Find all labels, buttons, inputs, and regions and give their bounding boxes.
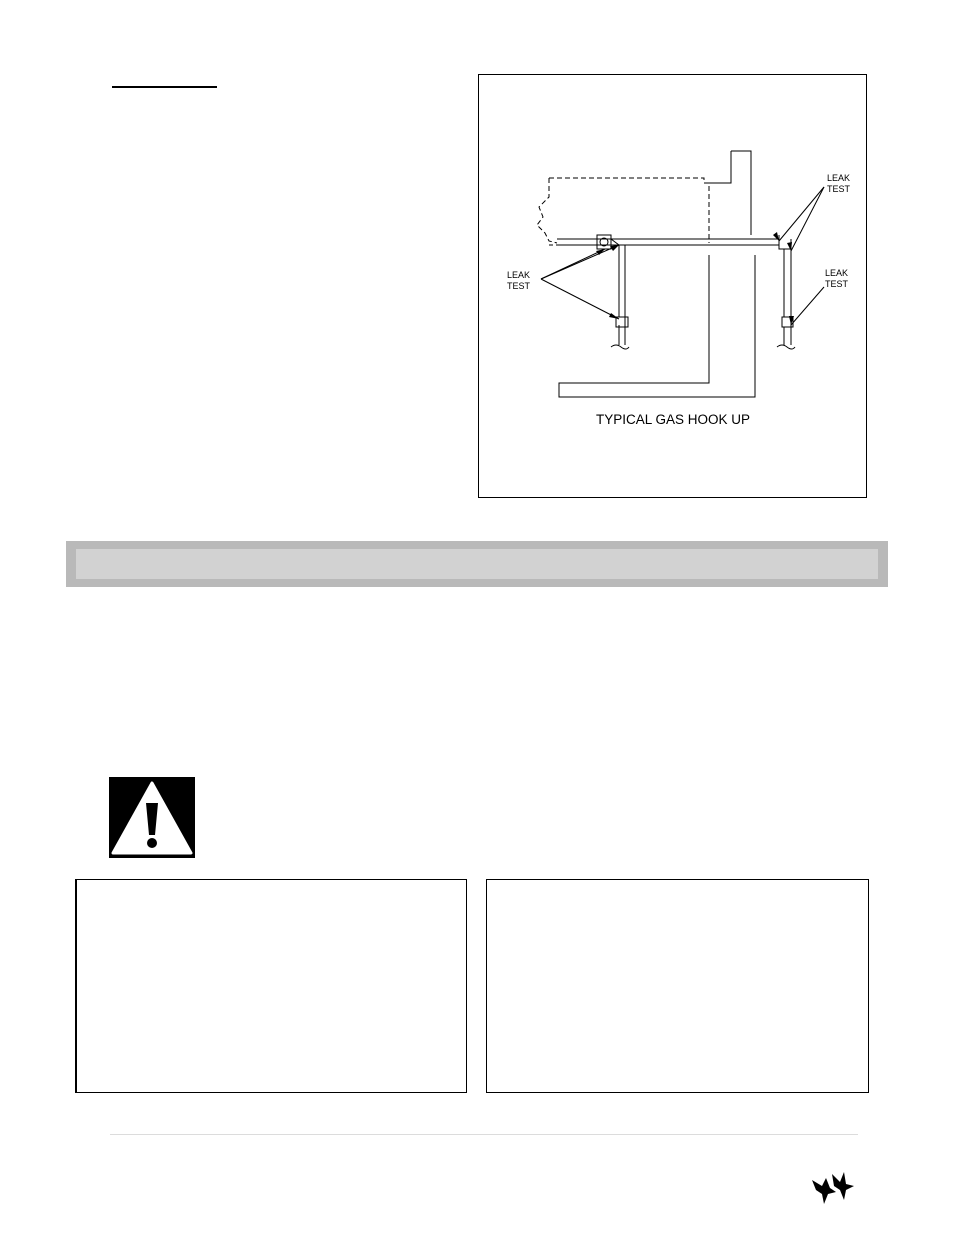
heading-underline bbox=[112, 86, 217, 88]
gas-hookup-diagram bbox=[479, 75, 868, 499]
figure-title: TYPICAL GAS HOOK UP bbox=[596, 412, 751, 427]
appliance-front bbox=[537, 178, 557, 243]
test-label-right: TEST bbox=[825, 279, 849, 289]
leader-right-c bbox=[791, 287, 824, 325]
leak-label-top-right: LEAK bbox=[827, 173, 851, 183]
test-label-top-right: TEST bbox=[827, 184, 851, 194]
section-header-bar bbox=[66, 541, 888, 587]
notice-box-right bbox=[486, 879, 869, 1093]
wall-left bbox=[709, 151, 731, 183]
leak-label-right: LEAK bbox=[825, 268, 849, 278]
wall-lower bbox=[559, 255, 755, 397]
notice-box-left bbox=[75, 879, 467, 1093]
leader-left-b bbox=[541, 249, 605, 279]
right-drop-pipe bbox=[784, 249, 791, 345]
gas-line bbox=[557, 239, 779, 245]
wall-upper bbox=[731, 151, 751, 235]
leak-label-left: LEAK bbox=[507, 270, 531, 280]
left-drop-pipe bbox=[619, 245, 625, 345]
leader-left-c bbox=[541, 279, 619, 319]
gas-hookup-figure bbox=[478, 74, 867, 498]
appliance-outline bbox=[549, 178, 709, 243]
leader-right-a bbox=[779, 187, 824, 241]
footer-rule bbox=[110, 1134, 858, 1135]
gas-valve bbox=[597, 235, 611, 249]
section-header-bar-inner bbox=[76, 549, 878, 579]
test-label-left: TEST bbox=[507, 281, 531, 291]
warning-exclamation-icon bbox=[109, 777, 195, 858]
birds-logo-icon bbox=[808, 1168, 858, 1206]
leader-right-b bbox=[791, 187, 824, 251]
